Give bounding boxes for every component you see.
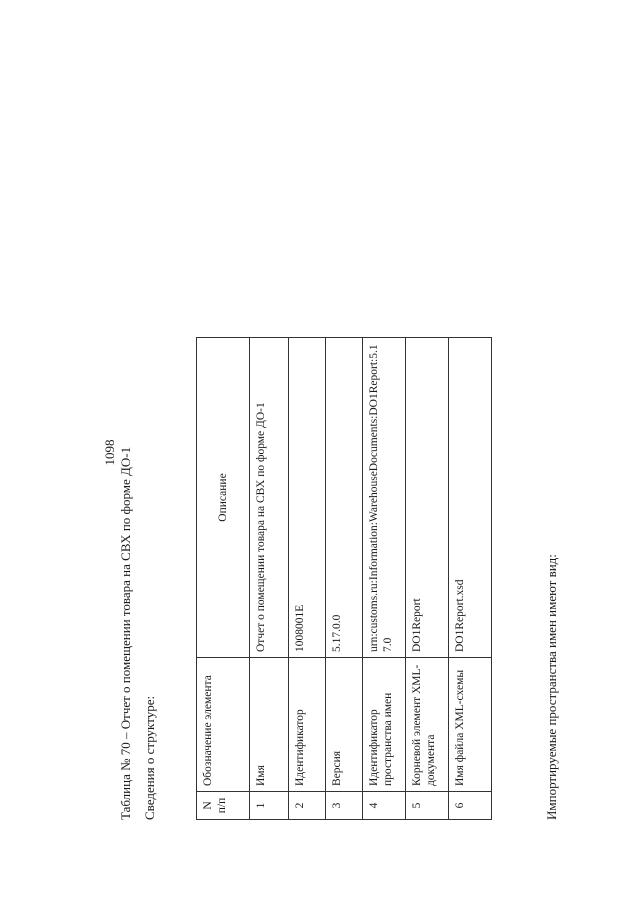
row-num: 3 [326,792,363,820]
namespaces-note: Импортируемые пространства имен имеют вид: [544,554,559,820]
page-number: 1098 [102,439,117,466]
row-num: 4 [363,792,406,820]
row-desc: urn:customs.ru:Information:WarehouseDocuments:DO1Report:5.17.0 [363,338,406,658]
row-num: 2 [289,792,326,820]
row-desc: 1008001E [289,338,326,658]
table-row [289,338,326,820]
row-name: Идентификатор пространства имен [363,658,406,792]
row-num: 1 [250,792,289,820]
table-header-row [197,338,250,820]
header-name: Обозначение элемента [197,658,250,792]
header-desc: Описание [197,338,250,658]
row-desc: DO1Report.xsd [449,338,492,658]
row-num: 6 [449,792,492,820]
row-desc: 5.17.0.0 [326,338,363,658]
row-name: Имя [250,658,289,792]
structure-table [196,337,492,820]
table-row [250,338,289,820]
row-desc: DO1Report [406,338,449,658]
row-desc: Отчет о помещении товара на СВХ по форме ДО-1 [250,338,289,658]
row-num: 5 [406,792,449,820]
table-row [326,338,363,820]
structure-intro: Сведения о структуре: [142,695,157,820]
table-row [406,338,449,820]
row-name: Идентификатор [289,658,326,792]
header-num: N п/п [197,792,250,820]
row-name: Корневой элемент XML-документа [406,658,449,792]
row-name: Версия [326,658,363,792]
table-title: Таблица № 70 – Отчет о помещении товара на СВХ по форме ДО-1 [118,446,133,820]
table-row [363,338,406,820]
table-row [449,338,492,820]
row-name: Имя файла XML-схемы [449,658,492,792]
